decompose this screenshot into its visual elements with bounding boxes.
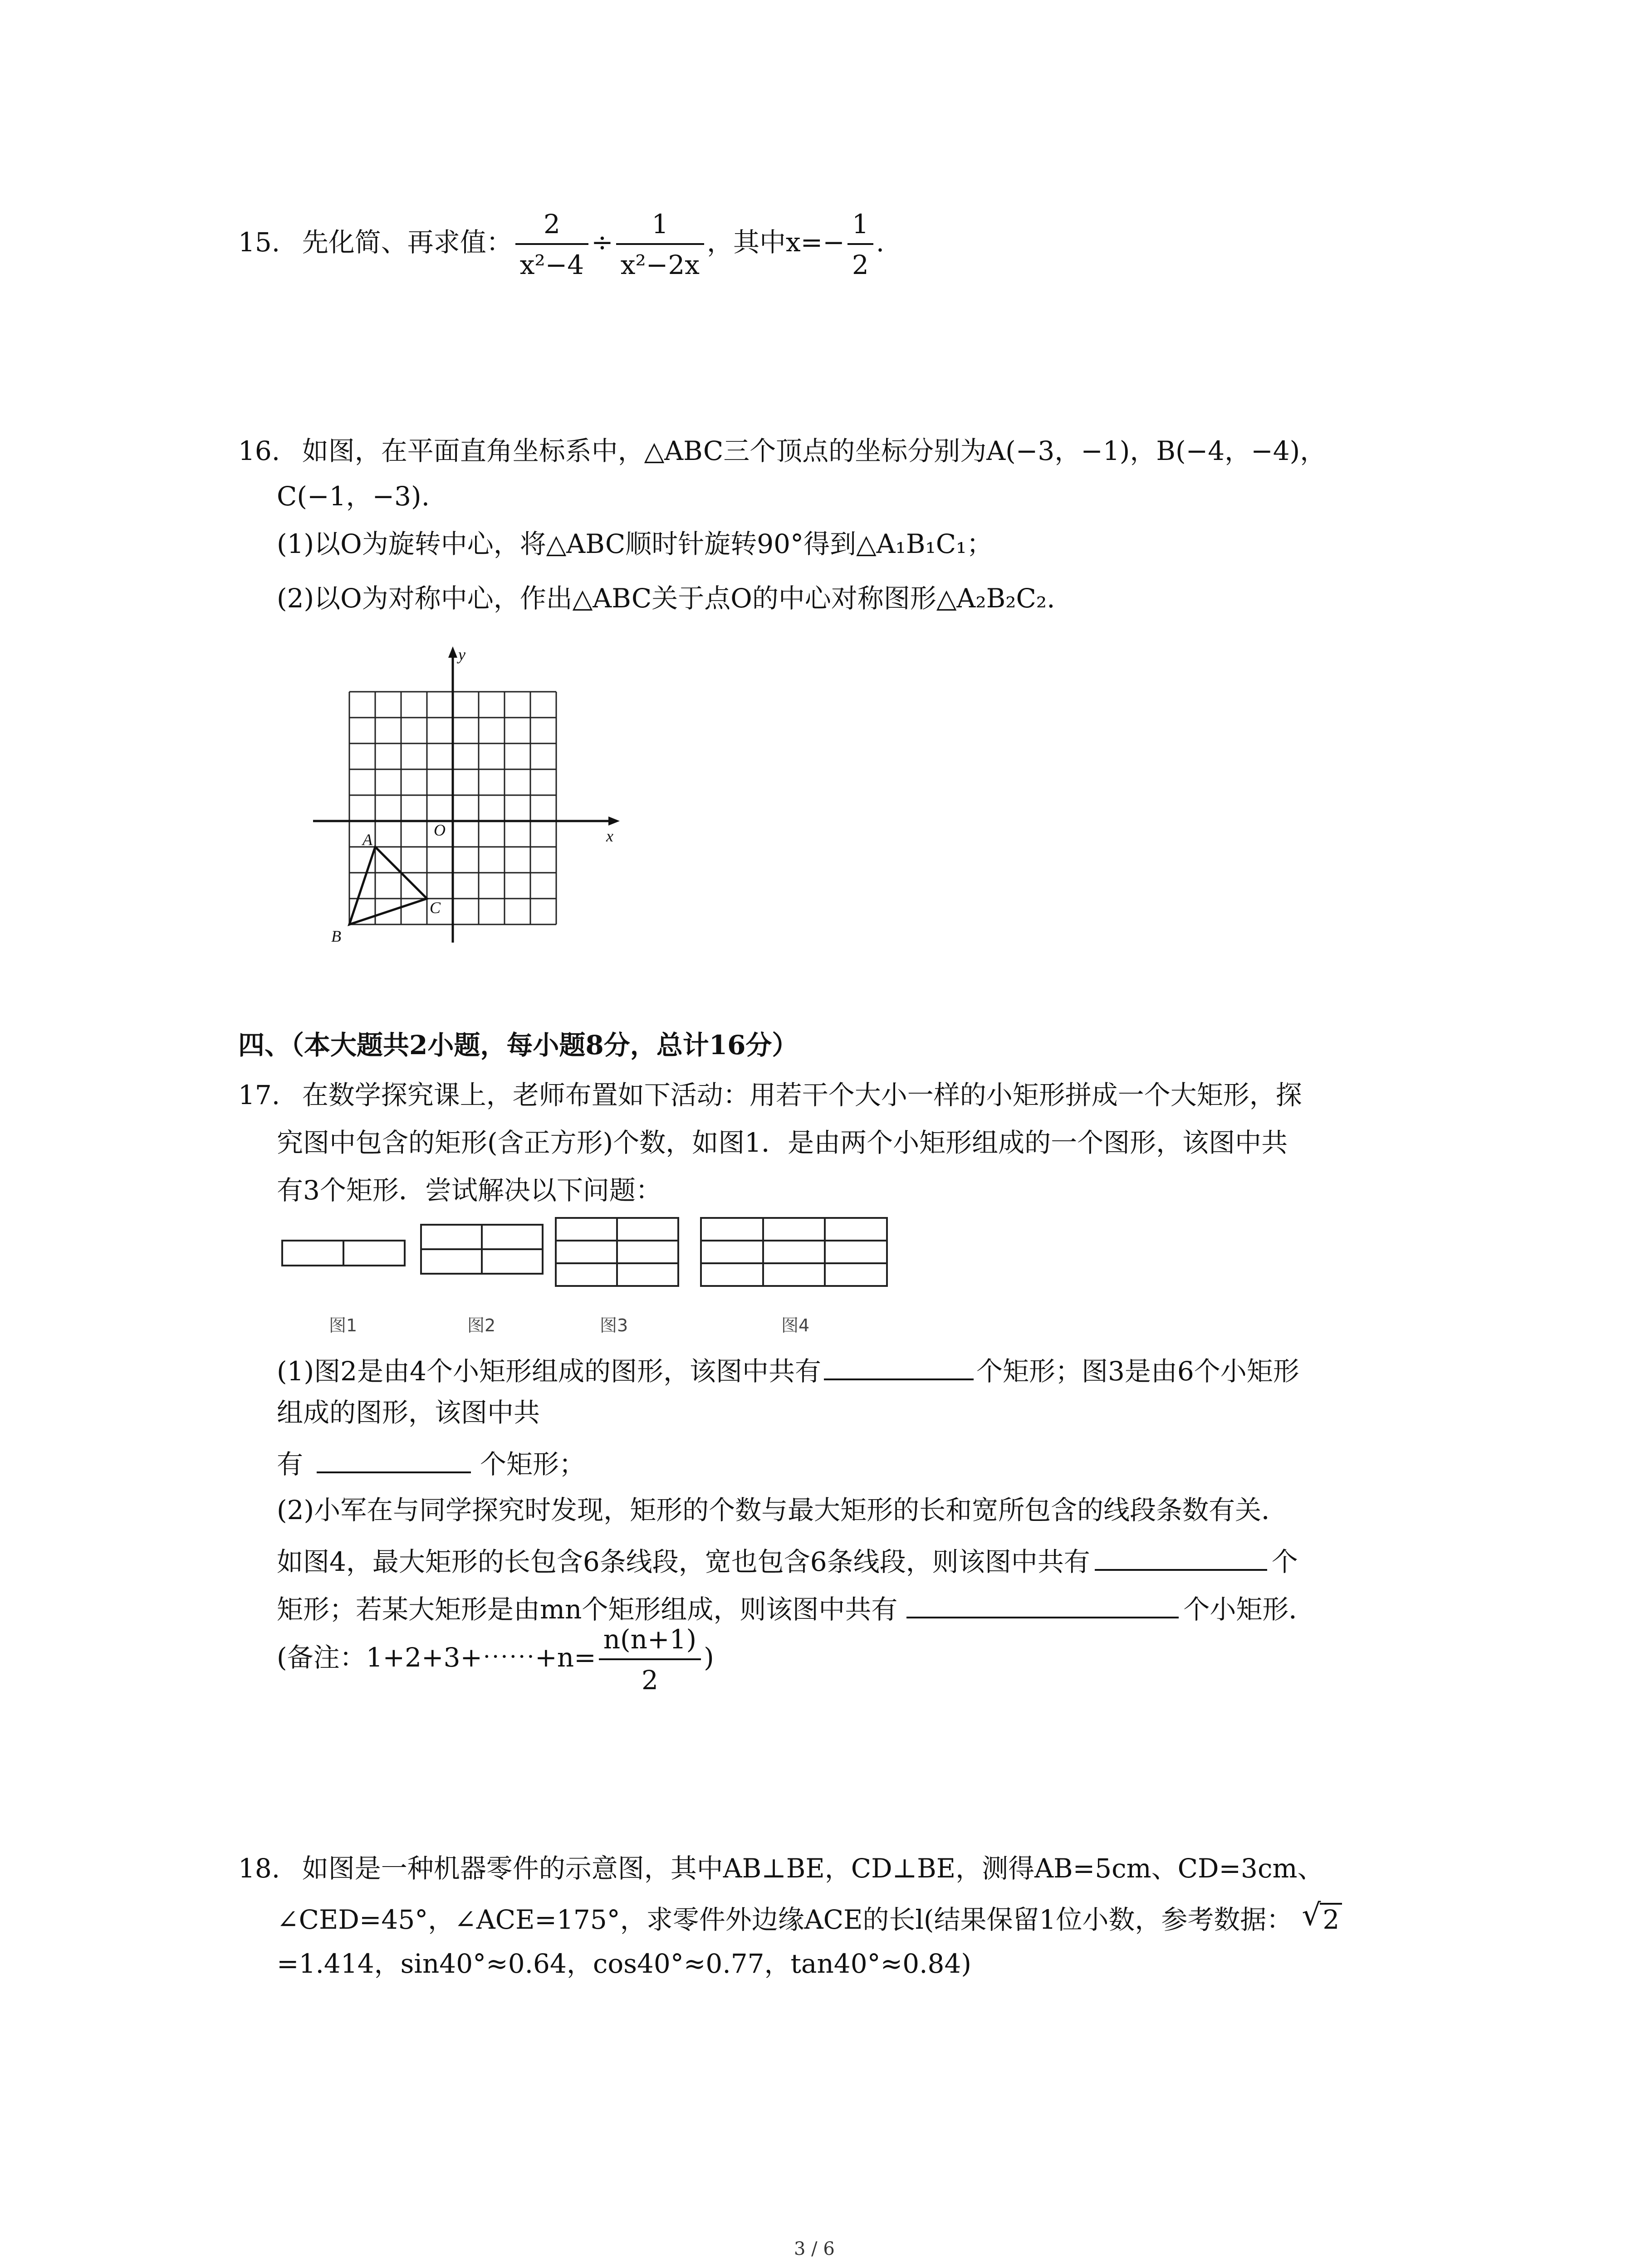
q17-figures [277, 1216, 898, 1352]
origin-label: O [434, 821, 446, 839]
figure-4 [701, 1218, 887, 1286]
page-number: 3 / 6 [794, 2239, 835, 2259]
sqrt-expression [1302, 1897, 1342, 1935]
q15-label: 15. [238, 227, 280, 258]
q17-label: 17. [238, 1080, 280, 1110]
q15-frac3-den: 2 [852, 249, 869, 280]
figure-3-caption: 图3 [600, 1315, 628, 1335]
q16-label: 16. [238, 435, 280, 466]
q17-note-end: ) [704, 1642, 714, 1673]
answer-blank-1[interactable] [824, 1354, 974, 1380]
q17-note [277, 1624, 714, 1696]
q15-frac1-den: x²−4 [519, 249, 584, 280]
q16-part2: (2)以O为对称中心，作出△ABC关于点O的中心对称图形△A₂B₂C₂. [277, 583, 1055, 614]
figure-1-caption: 图1 [329, 1315, 358, 1335]
q17-note-num: n(n+1) [599, 1624, 701, 1660]
triangle-abc-shape [349, 847, 427, 924]
q15-frac1-num: 2 [515, 209, 588, 245]
q15-text-pre: 先化简、再求值： [302, 227, 513, 258]
q17-part2-line3 [277, 1592, 1315, 1623]
answer-blank-3[interactable] [1095, 1545, 1267, 1571]
q18-line1 [238, 1855, 1323, 1882]
q15-frac2-num: 1 [616, 209, 704, 245]
sqrt-sign: √ [1302, 1897, 1321, 1932]
figure-3 [556, 1218, 678, 1286]
q17-part2-line1: (2)小军在与同学探究时发现，矩形的个数与最大矩形的长和宽所包含的线段条数有关． [277, 1495, 1288, 1525]
q15-text-end: . [876, 227, 885, 258]
q16-coordinate-grid [268, 626, 685, 1002]
x-axis-arrow [608, 816, 620, 826]
figure-4-caption: 图4 [781, 1315, 810, 1335]
triangle-abc [349, 847, 427, 924]
q15-frac3-num: 1 [847, 209, 873, 245]
q17-part1-line3 [277, 1447, 586, 1480]
q15-div-sign: ÷ [591, 227, 613, 258]
figure-1 [282, 1241, 405, 1266]
q17-note-den: 2 [641, 1665, 658, 1696]
q15-fraction-3 [847, 209, 873, 280]
q15 [238, 209, 884, 280]
answer-blank-2[interactable] [317, 1447, 471, 1473]
q17-p2-d: 矩形；若某大矩形是由mn个矩形组成，则该图中共有 [277, 1594, 898, 1625]
q17-note-fraction [599, 1624, 701, 1696]
y-axis-arrow [448, 646, 457, 658]
section-4-heading: 四、（本大题共2小题，每小题8分，总计16分） [238, 1030, 798, 1061]
q17-part2-line2 [277, 1545, 1298, 1575]
q17-line1-text: 在数学探究课上，老师布置如下活动：用若干个大小一样的小矩形拼成一个大矩形，探 [302, 1080, 1302, 1110]
q16-line2: C(−1，−3). [277, 481, 430, 512]
q15-fraction-2 [616, 209, 704, 280]
q17-p2-e: 个小矩形． [1183, 1594, 1315, 1625]
q17-p1-b: 个矩形；图3是由6个小矩形 [976, 1356, 1299, 1387]
q18-line2 [277, 1897, 1342, 1935]
q15-text-mid: ，其中x=− [706, 227, 845, 258]
q17-part1-line2: 组成的图形，该图中共 [277, 1397, 540, 1428]
q15-fraction-1 [515, 209, 588, 280]
q18-line2-text: ∠CED=45°，∠ACE=175°，求零件外边缘ACE的长l(结果保留1位小数，参考数据： [277, 1904, 1293, 1935]
q17-p1-e: 个矩形； [480, 1449, 586, 1480]
q17-line1 [238, 1082, 1302, 1108]
answer-blank-4[interactable] [906, 1592, 1179, 1618]
y-axis-label: y [458, 645, 465, 664]
q17-note-pre: (备注：1+2+3+⋯⋯+n= [277, 1642, 596, 1673]
q17-p1-d: 有 [277, 1449, 304, 1480]
figure-2-caption: 图2 [467, 1315, 496, 1335]
q17-p1-a: (1)图2是由4个小矩形组成的图形，该图中共有 [277, 1356, 821, 1387]
point-a-label: A [362, 831, 372, 849]
x-axis-label: x [606, 827, 613, 845]
q16-line1-text: 如图，在平面直角坐标系中，△ABC三个顶点的坐标分别为A(−3，−1)，B(−4，−4)， [302, 435, 1327, 466]
q16-line1 [238, 435, 1327, 466]
figure-2 [421, 1225, 543, 1274]
q18-line1-text: 如图是一种机器零件的示意图，其中AB⊥BE，CD⊥BE，测得AB=5cm、CD=3cm、 [302, 1853, 1324, 1884]
sqrt-value: 2 [1320, 1903, 1342, 1933]
q15-frac2-den: x²−2x [620, 249, 700, 280]
point-c-label: C [430, 899, 441, 917]
q18-line3: =1.414，sin40°≈0.64，cos40°≈0.77，tan40°≈0.84) [277, 1948, 971, 1979]
q17-line2: 究图中包含的矩形(含正方形)个数，如图1．是由两个小矩形组成的一个图形，该图中共 [277, 1127, 1288, 1158]
q18-label: 18. [238, 1853, 280, 1884]
q17-line3: 有3个矩形．尝试解决以下问题： [277, 1175, 662, 1206]
q16-part1: (1)以O为旋转中心，将△ABC顺时针旋转90°得到△A₁B₁C₁； [277, 528, 993, 559]
q17-p2-c: 个 [1271, 1546, 1298, 1577]
q17-part1-line1 [277, 1354, 1299, 1387]
point-b-label: B [331, 927, 341, 945]
q17-p2-b: 如图4，最大矩形的长包含6条线段，宽也包含6条线段，则该图中共有 [277, 1546, 1090, 1577]
